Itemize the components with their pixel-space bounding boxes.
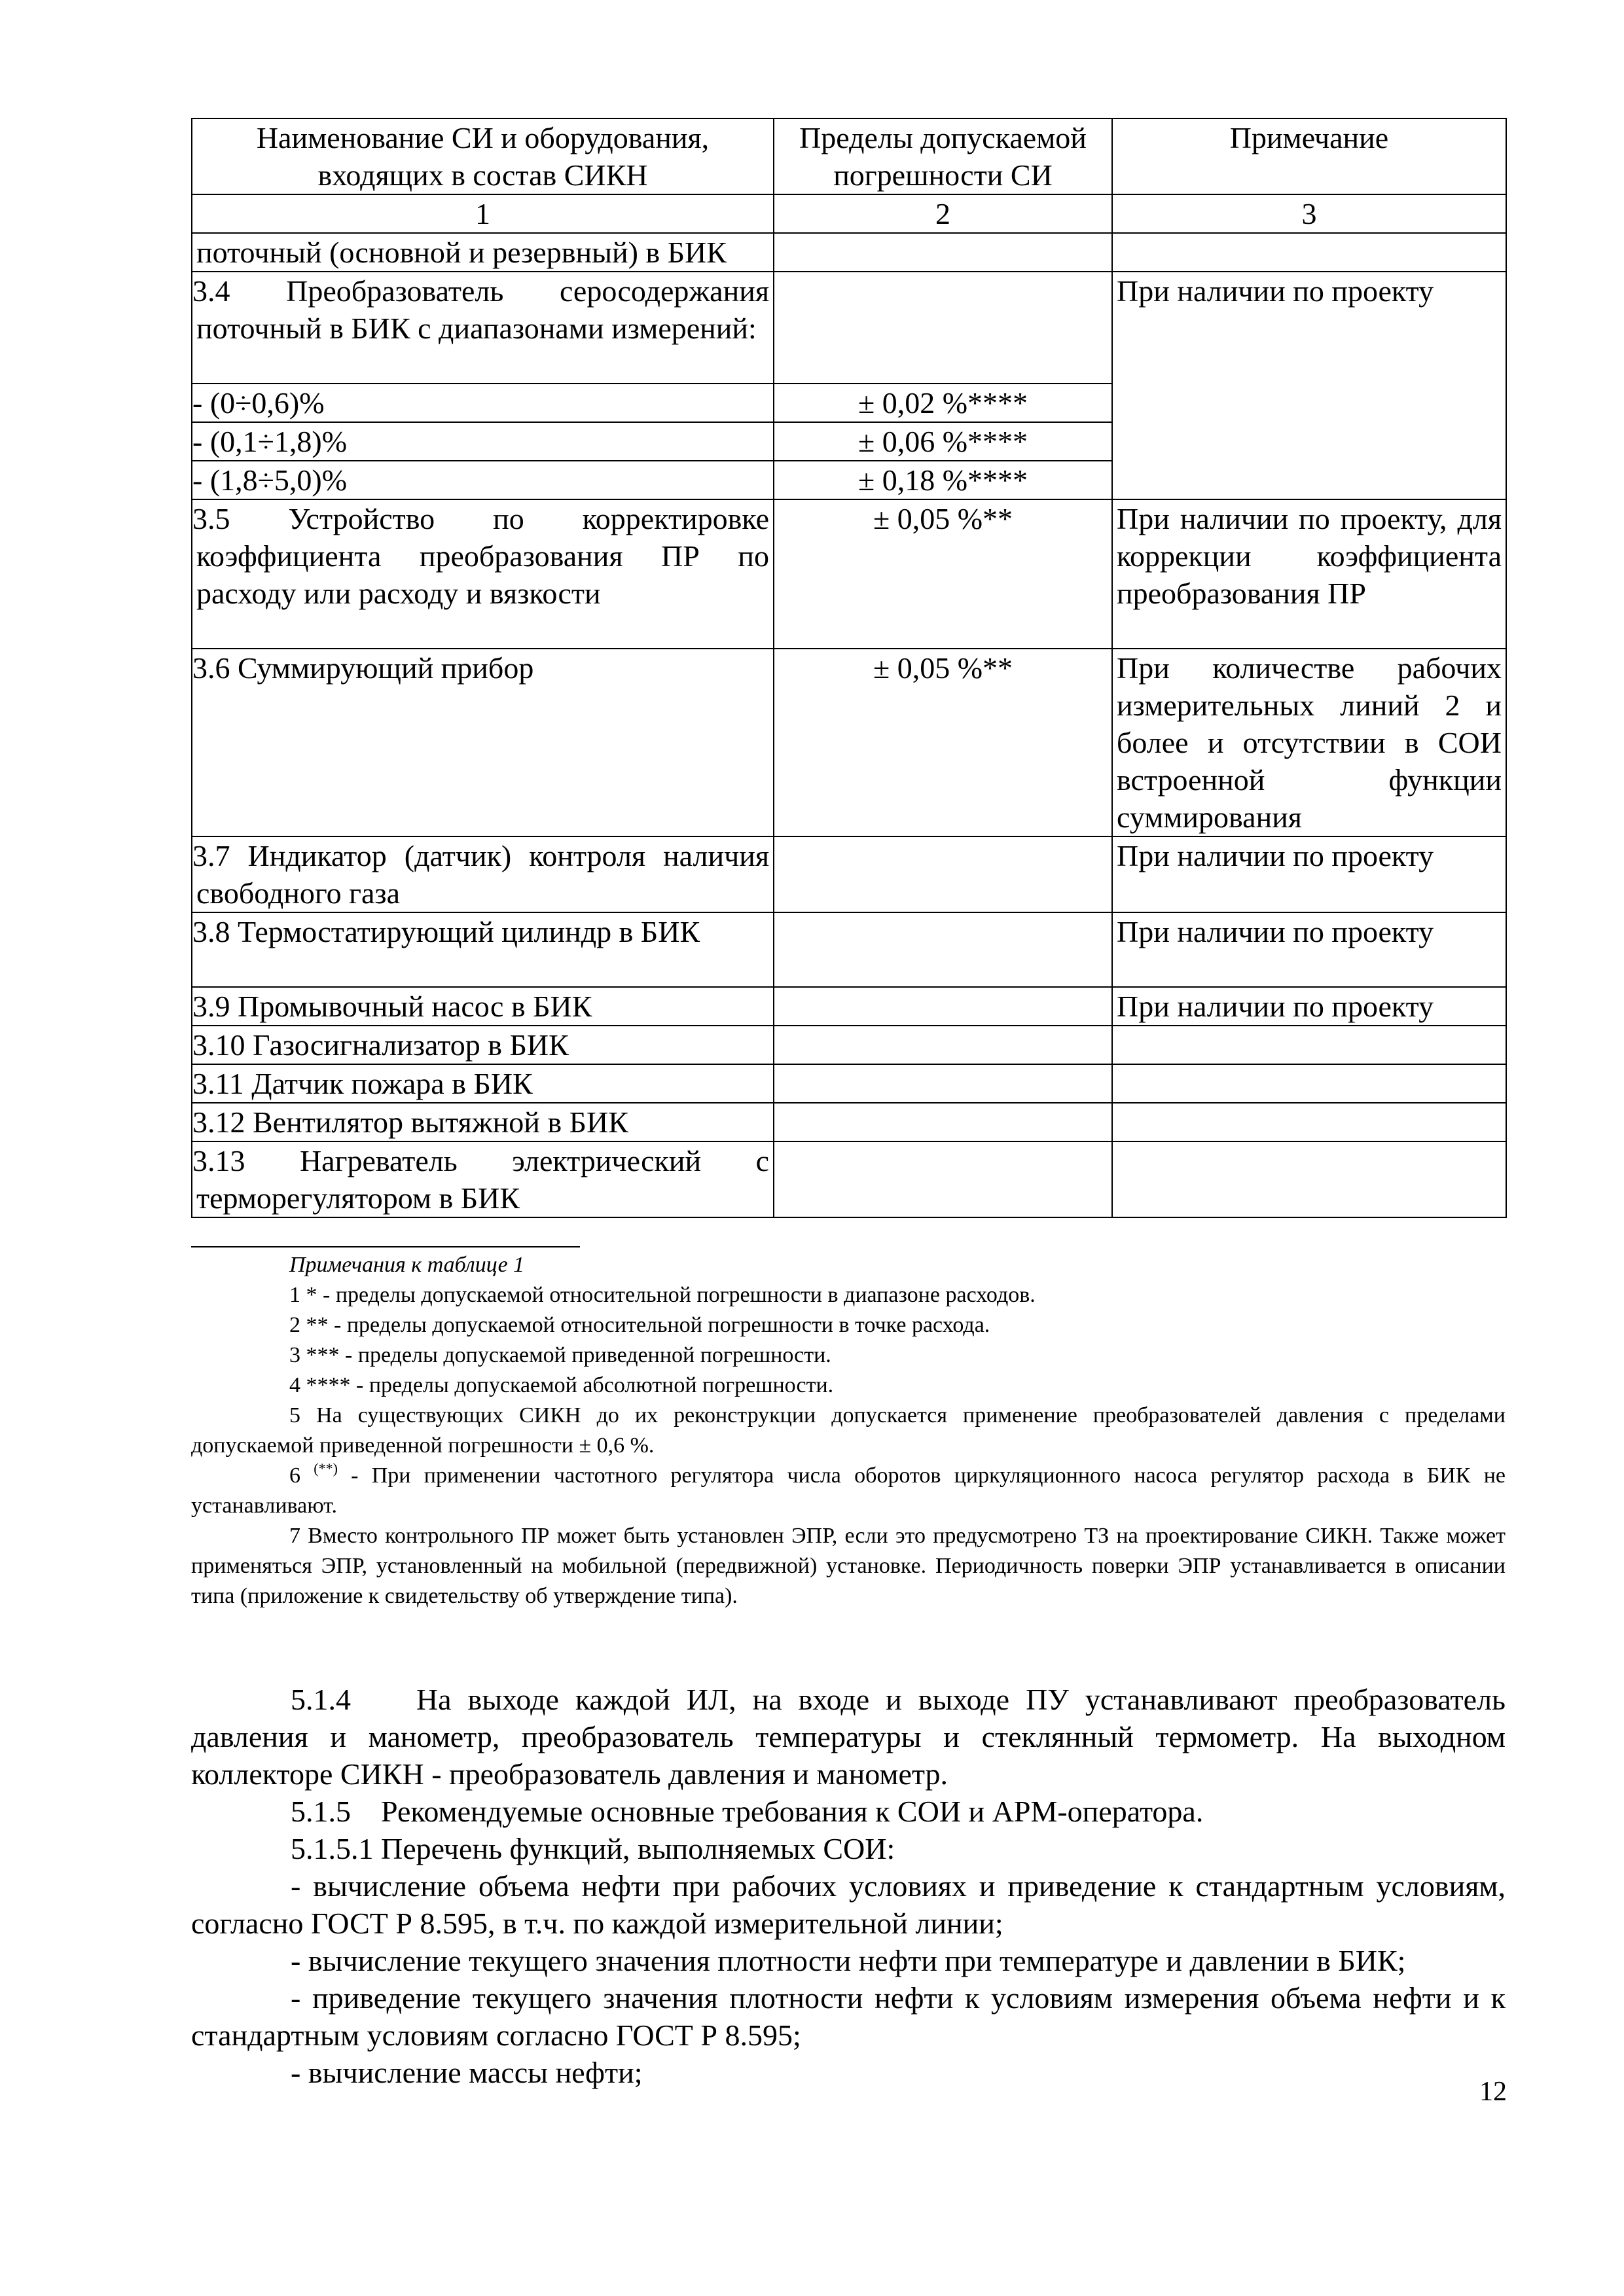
row-name: 3.7 Индикатор (датчик) контроля наличия свободного газа <box>192 836 774 912</box>
row-note <box>1112 1103 1506 1141</box>
paragraph: - вычисление массы нефти; <box>291 2056 643 2089</box>
note-item: 3 *** - пределы допускаемой приведенной погрешности. <box>289 1343 831 1367</box>
header-limit: Пределы допускаемой погрешности СИ <box>774 118 1112 194</box>
paragraph: 5.1.4 На выходе каждой ИЛ, на входе и выходе ПУ устанавливают преобразователь давления и манометр, преобразователь температуры и стеклянный термометр. На выходном коллекторе СИКН - преобразователь давления и манометр. <box>191 1683 1513 1791</box>
table-row <box>192 1141 1506 1217</box>
row-note <box>1112 1064 1506 1103</box>
row-limit: ± 0,06 %**** <box>774 422 1112 461</box>
row-name: - (0÷0,6)% <box>192 384 774 422</box>
row-limit: ± 0,05 %** <box>774 649 1112 836</box>
note-item: 1 * - пределы допускаемой относительной погрешности в диапазоне расходов. <box>289 1283 1036 1307</box>
paragraph: - вычисление объема нефти при рабочих условиях и приведение к стандартным условиям, согласно ГОСТ Р 8.595, в т.ч. по каждой измерительной линии; <box>191 1869 1506 1940</box>
row-name: - (0,1÷1,8)% <box>192 422 774 461</box>
row-note: При наличии по проекту, для коррекции коэффициента преобразования ПР <box>1112 499 1506 649</box>
paragraph: 5.1.5 Рекомендуемые основные требования к СОИ и АРМ-оператора. <box>291 1795 1204 1828</box>
row-name: 3.5 Устройство по корректировке коэффициента преобразования ПР по расходу или расходу и вязкости <box>192 499 774 649</box>
table-row <box>192 836 1506 912</box>
note-item: 5 На существующих СИКН до их реконструкции допускается применение преобразователей давления с пределами допускаемой приведенной погрешности ± 0,6 %. <box>191 1403 1506 1458</box>
equipment-table <box>191 118 1507 1218</box>
table-row <box>192 987 1506 1026</box>
row-note <box>1112 1026 1506 1064</box>
table-row <box>192 1064 1506 1103</box>
note-item: 4 **** - пределы допускаемой абсолютной погрешности. <box>289 1373 834 1397</box>
row-name: - (1,8÷5,0)% <box>192 461 774 499</box>
note-text: - При применении частотного регулятора числа оборотов циркуляционного насоса регулятор расхода в БИК не устанавливают. <box>191 1463 1506 1518</box>
table-row <box>192 649 1506 836</box>
row-note <box>1112 1141 1506 1217</box>
page-number: 12 <box>1479 2077 1507 2107</box>
row-limit <box>774 912 1112 987</box>
column-number: 2 <box>774 194 1112 233</box>
header-name: Наименование СИ и оборудования, входящих в состав СИКН <box>192 118 774 194</box>
row-note: При наличии по проекту <box>1112 912 1506 987</box>
row-name: 3.12 Вентилятор вытяжной в БИК <box>192 1103 774 1141</box>
row-name: 3.8 Термостатирующий цилиндр в БИК <box>192 912 774 987</box>
column-number: 1 <box>192 194 774 233</box>
note-number: 6 <box>289 1463 300 1488</box>
row-limit <box>774 987 1112 1026</box>
row-limit: ± 0,05 %** <box>774 499 1112 649</box>
row-limit: ± 0,02 %**** <box>774 384 1112 422</box>
table-row <box>192 499 1506 649</box>
body-text <box>191 1681 1513 2091</box>
column-number: 3 <box>1112 194 1506 233</box>
row-name: поточный (основной и резервный) в БИК <box>192 233 774 272</box>
row-name: 3.11 Датчик пожара в БИК <box>192 1064 774 1103</box>
row-limit: ± 0,18 %**** <box>774 461 1112 499</box>
note-item: 2 ** - пределы допускаемой относительной погрешности в точке расхода. <box>289 1313 990 1337</box>
note-item: 7 Вместо контрольного ПР может быть установлен ЭПР, если это предусмотрено ТЗ на проектирование СИКН. Также может применяться ЭПР, установленный на мобильной (передвижной) установке. Периодичность поверки ЭПР устанавливается в описании типа (приложение к свидетельству об утверждение типа). <box>191 1524 1506 1608</box>
table-row <box>192 912 1506 987</box>
row-limit <box>774 272 1112 384</box>
table-row <box>192 1103 1506 1141</box>
row-limit <box>774 836 1112 912</box>
column-number-row <box>192 194 1506 233</box>
paragraph: - приведение текущего значения плотности нефти к условиям измерения объема нефти и к стандартным условиям согласно ГОСТ Р 8.595; <box>191 1981 1506 2052</box>
row-note: При количестве рабочих измерительных линий 2 и более и отсутствии в СОИ встроенной функции суммирования <box>1112 649 1506 836</box>
paragraph: - вычисление текущего значения плотности нефти при температуре и давлении в БИК; <box>291 1944 1406 1977</box>
row-limit <box>774 1026 1112 1064</box>
row-name: 3.9 Промывочный насос в БИК <box>192 987 774 1026</box>
row-name: 3.13 Нагреватель электрический с терморегулятором в БИК <box>192 1141 774 1217</box>
paragraph: 5.1.5.1 Перечень функций, выполняемых СОИ: <box>291 1832 895 1865</box>
row-name: 3.4 Преобразователь серосодержания поточный в БИК с диапазонами измерений: <box>192 272 774 384</box>
row-limit <box>774 1103 1112 1141</box>
header-note: Примечание <box>1112 118 1506 194</box>
table-row <box>192 272 1506 384</box>
row-note <box>1112 233 1506 272</box>
table-notes <box>191 1246 1506 1611</box>
row-limit <box>774 1064 1112 1103</box>
row-name: 3.6 Суммирующий прибор <box>192 649 774 836</box>
row-note: При наличии по проекту <box>1112 836 1506 912</box>
table-header-row <box>192 118 1506 194</box>
notes-title: Примечания к таблице 1 <box>289 1253 525 1277</box>
table-row <box>192 1026 1506 1064</box>
note-superscript: (**) <box>314 1460 338 1477</box>
row-note: При наличии по проекту <box>1112 987 1506 1026</box>
row-note: При наличии по проекту <box>1112 272 1506 499</box>
row-name: 3.10 Газосигнализатор в БИК <box>192 1026 774 1064</box>
row-limit <box>774 233 1112 272</box>
row-limit <box>774 1141 1112 1217</box>
note-item <box>191 1461 1506 1521</box>
table-row <box>192 233 1506 272</box>
notes-divider <box>191 1246 580 1247</box>
